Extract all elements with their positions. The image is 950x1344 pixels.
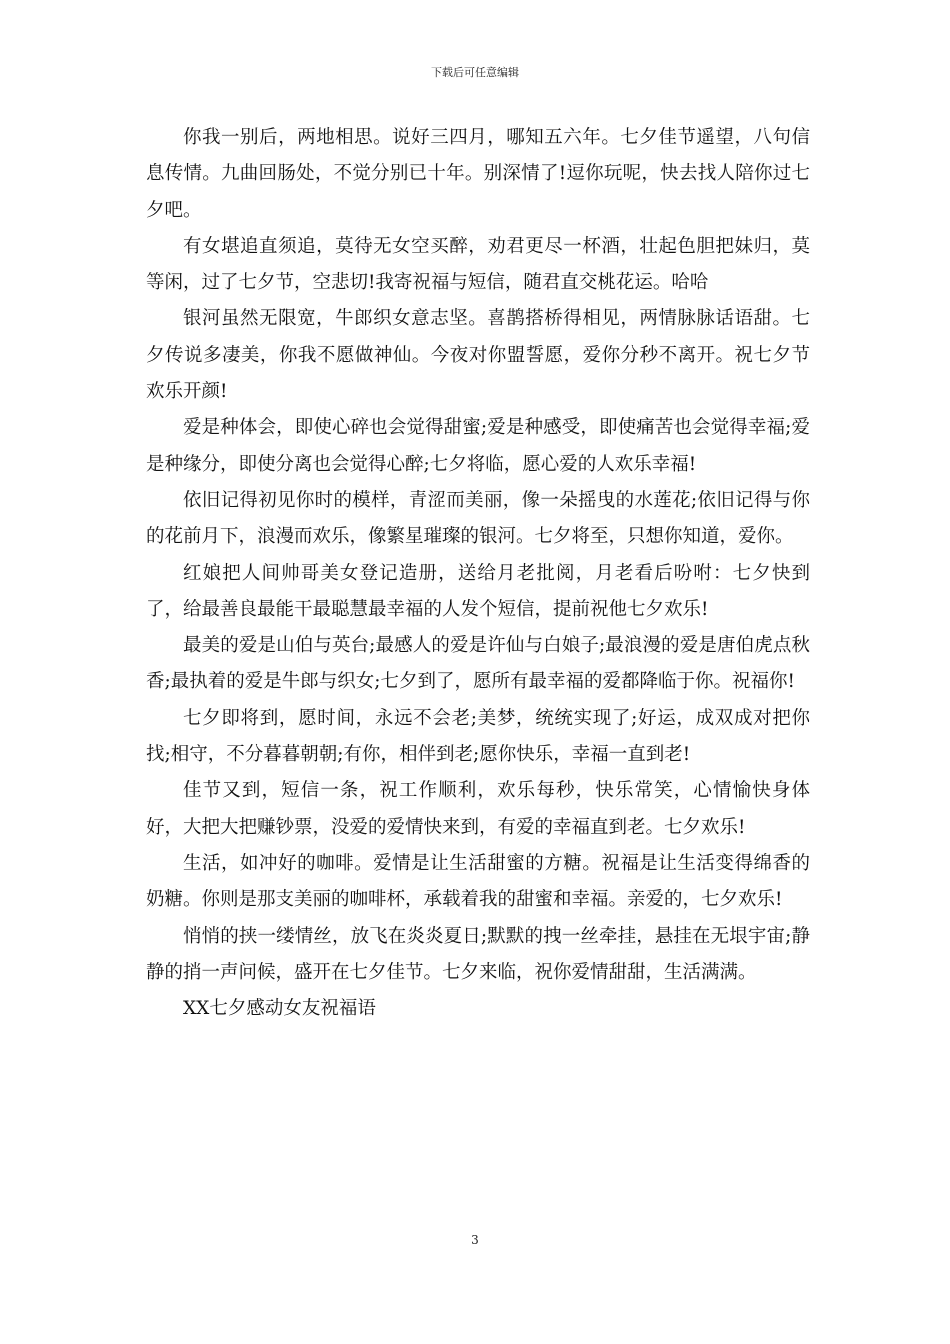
page-header: 下载后可任意编辑: [431, 66, 519, 79]
document-body: [146, 120, 810, 1027]
paragraph: 红娘把人间帅哥美女登记造册，送给月老批阅，月老看后吩咐：七夕快到了，给最善良最能干最聪慧最幸福的人发个短信，提前祝他七夕欢乐!: [146, 562, 810, 620]
paragraph: 你我一别后，两地相思。说好三四月，哪知五六年。七夕佳节遥望，八句信息传情。九曲回肠处，不觉分别已十年。别深情了!逗你玩呢，快去找人陪你过七夕吧。: [146, 127, 810, 221]
section-heading: XX七夕感动女友祝福语: [183, 998, 376, 1020]
paragraph: 依旧记得初见你时的模样，青涩而美丽，像一朵摇曳的水莲花;依旧记得与你的花前月下，浪漫而欢乐，像繁星璀璨的银河。七夕将至，只想你知道，爱你。: [146, 489, 810, 548]
paragraph: 最美的爱是山伯与英台;最感人的爱是许仙与白娘子;最浪漫的爱是唐伯虎点秋香;最执着的爱是牛郎与织女;七夕到了，愿所有最幸福的爱都降临于你。祝福你!: [146, 635, 810, 693]
page-number: 3: [471, 1233, 479, 1247]
paragraph: 悄悄的挟一缕情丝，放飞在炎炎夏日;默默的拽一丝牵挂，悬挂在无垠宇宙;静静的捎一声问候，盛开在七夕佳节。七夕来临，祝你爱情甜甜，生活满满。: [146, 925, 810, 983]
paragraph: 生活，如冲好的咖啡。爱情是让生活甜蜜的方糖。祝福是让生活变得绵香的奶糖。你则是那支美丽的咖啡杯，承载着我的甜蜜和幸福。亲爱的，七夕欢乐!: [146, 852, 810, 911]
paragraph: 佳节又到，短信一条，祝工作顺利，欢乐每秒，快乐常笑，心情愉快身体好，大把大把赚钞票，没爱的爱情快来到，有爱的幸福直到老。七夕欢乐!: [146, 780, 810, 838]
paragraph: 爱是种体会，即使心碎也会觉得甜蜜;爱是种感受，即使痛苦也会觉得幸福;爱是种缘分，即使分离也会觉得心醉;七夕将临，愿心爱的人欢乐幸福!: [146, 417, 810, 475]
paragraph: 七夕即将到，愿时间，永远不会老;美梦，统统实现了;好运，成双成对把你找;相守，不分暮暮朝朝;有你，相伴到老;愿你快乐，幸福一直到老!: [146, 707, 810, 766]
paragraph: 银河虽然无限宽，牛郎织女意志坚。喜鹊搭桥得相见，两情脉脉话语甜。七夕传说多凄美，你我不愿做神仙。今夜对你盟誓愿，爱你分秒不离开。祝七夕节欢乐开颜!: [146, 308, 810, 403]
paragraph: 有女堪追直须追，莫待无女空买醉，劝君更尽一杯酒，壮起色胆把妹归，莫等闲，过了七夕节，空悲切!我寄祝福与短信，随君直交桃花运。哈哈: [146, 235, 810, 294]
